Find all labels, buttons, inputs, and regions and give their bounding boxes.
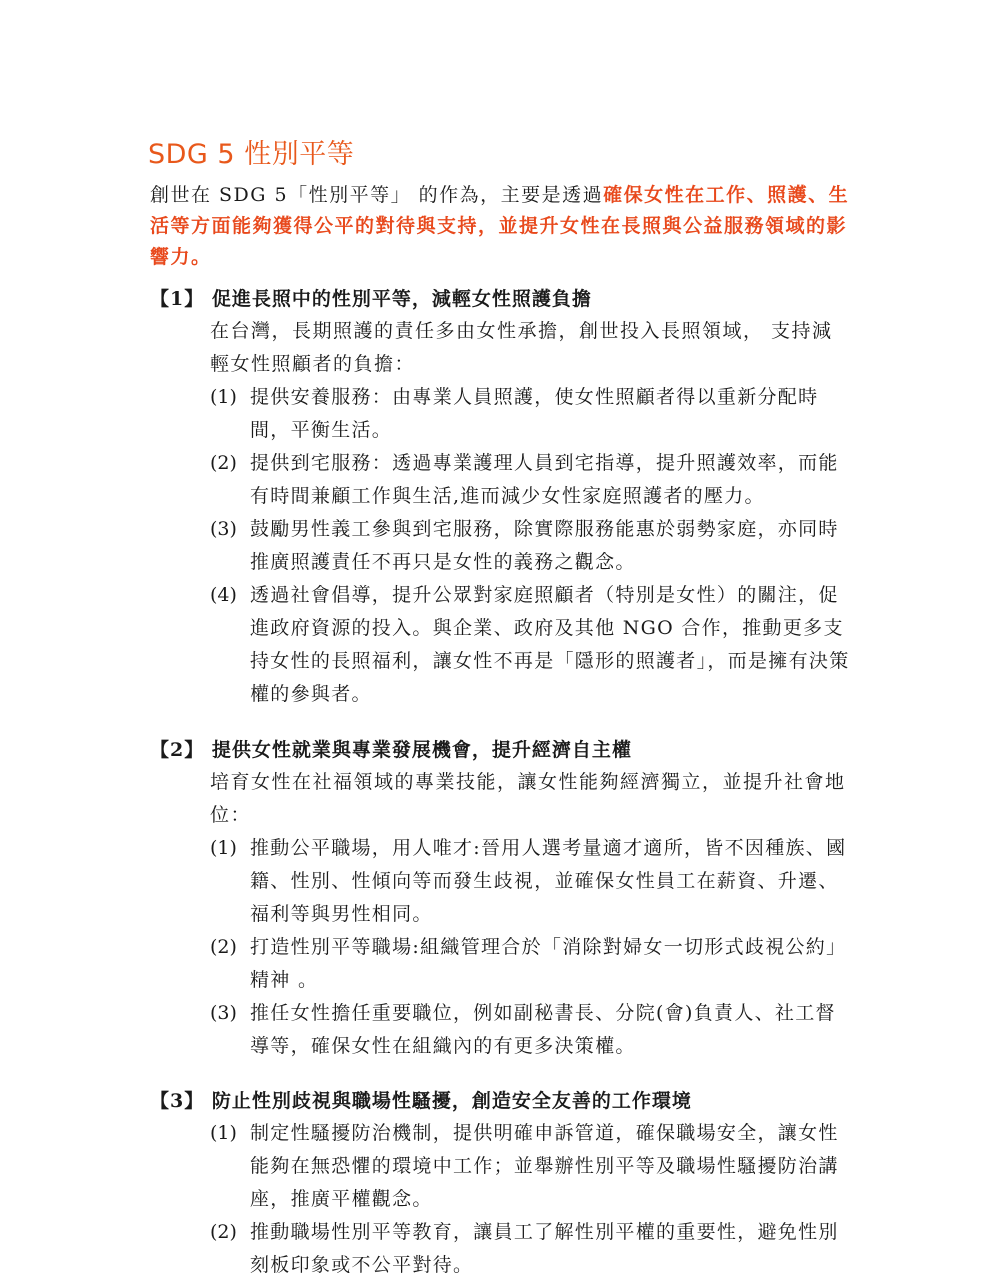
item-text: 推動職場性別平等教育，讓員工了解性別平權的重要性，避免性別刻板印象或不公平對待。 (250, 1221, 839, 1276)
item-text: 推動公平職場，用人唯才:晉用人選考量適才適所，皆不因種族、國籍、性別、性傾向等而發生歧視，並確保女性員工在薪資、升遷、福利等與男性相同。 (250, 837, 847, 925)
item-text: 推任女性擔任重要職位，例如副秘書長、分院(會)負責人、社工督導等，確保女性在組織內的有更多決策權。 (250, 1002, 836, 1057)
list-item (210, 1216, 850, 1282)
item-text: 提供安養服務：由專業人員照護，使女性照顧者得以重新分配時間，平衡生活。 (250, 386, 819, 441)
intro-highlight: 確保女性在工作、照護、生活等方面能夠獲得公平的對待與支持，並提升女性在長照與公益服務領域的影響力。 (150, 184, 850, 268)
section-heading: 【2】 提供女性就業與專業發展機會，提升經濟自主權 (150, 739, 632, 761)
section-description: 在台灣，長期照護的責任多由女性承擔，創世投入長照領域， 支持減輕女性照顧者的負擔： (210, 320, 833, 375)
item-number: (2) (210, 452, 237, 474)
item-number: (1) (210, 386, 237, 408)
list-item (210, 447, 850, 513)
section-heading: 【1】 促進長照中的性別平等，減輕女性照護負擔 (150, 288, 592, 310)
item-number: (4) (210, 584, 237, 606)
item-number: (2) (210, 936, 237, 958)
list-item (210, 381, 850, 447)
section-list (150, 1117, 850, 1282)
item-text: 透過社會倡導，提升公眾對家庭照顧者（特別是女性）的關注，促進政府資源的投入。與企業、政府及其他 NGO 合作，推動更多支持女性的長照福利，讓女性不再是「隱形的照護者」，而是擁有決策權的參與者。 (250, 584, 850, 705)
item-number: (1) (210, 837, 237, 859)
section-heading: 【3】 防止性別歧視與職場性騷擾，創造安全友善的工作環境 (150, 1090, 692, 1112)
section-list (150, 832, 850, 1063)
intro-paragraph (150, 180, 850, 273)
item-number: (3) (210, 518, 237, 540)
item-text: 打造性別平等職場:組織管理合於「消除對婦女一切形式歧視公約」精神 。 (250, 936, 847, 991)
item-number: (3) (210, 1002, 237, 1024)
list-item (210, 513, 850, 579)
section-2 (150, 735, 850, 1063)
page-title: SDG 5 性別平等 (148, 139, 355, 170)
intro-text: 創世在 SDG 5「性別平等」 的作為，主要是透過 (150, 184, 604, 206)
section-1 (150, 284, 850, 711)
list-item (210, 579, 850, 711)
item-text: 鼓勵男性義工參與到宅服務，除實際服務能惠於弱勢家庭，亦同時推廣照護責任不再只是女性的義務之觀念。 (250, 518, 839, 573)
section-list (150, 381, 850, 711)
item-text: 提供到宅服務：透過專業護理人員到宅指導，提升照護效率，而能有時間兼顧工作與生活,進而減少女性家庭照護者的壓力。 (250, 452, 839, 507)
list-item (210, 1117, 850, 1216)
section-description: 培育女性在社福領域的專業技能，讓女性能夠經濟獨立，並提升社會地位： (210, 771, 846, 826)
list-item (210, 931, 850, 997)
item-text: 制定性騷擾防治機制，提供明確申訴管道，確保職場安全，讓女性能夠在無恐懼的環境中工作；並舉辦性別平等及職場性騷擾防治講座，推廣平權觀念。 (250, 1122, 839, 1210)
list-item (210, 997, 850, 1063)
item-number: (2) (210, 1221, 237, 1243)
item-number: (1) (210, 1122, 237, 1144)
list-item (210, 832, 850, 931)
section-3 (150, 1086, 850, 1282)
